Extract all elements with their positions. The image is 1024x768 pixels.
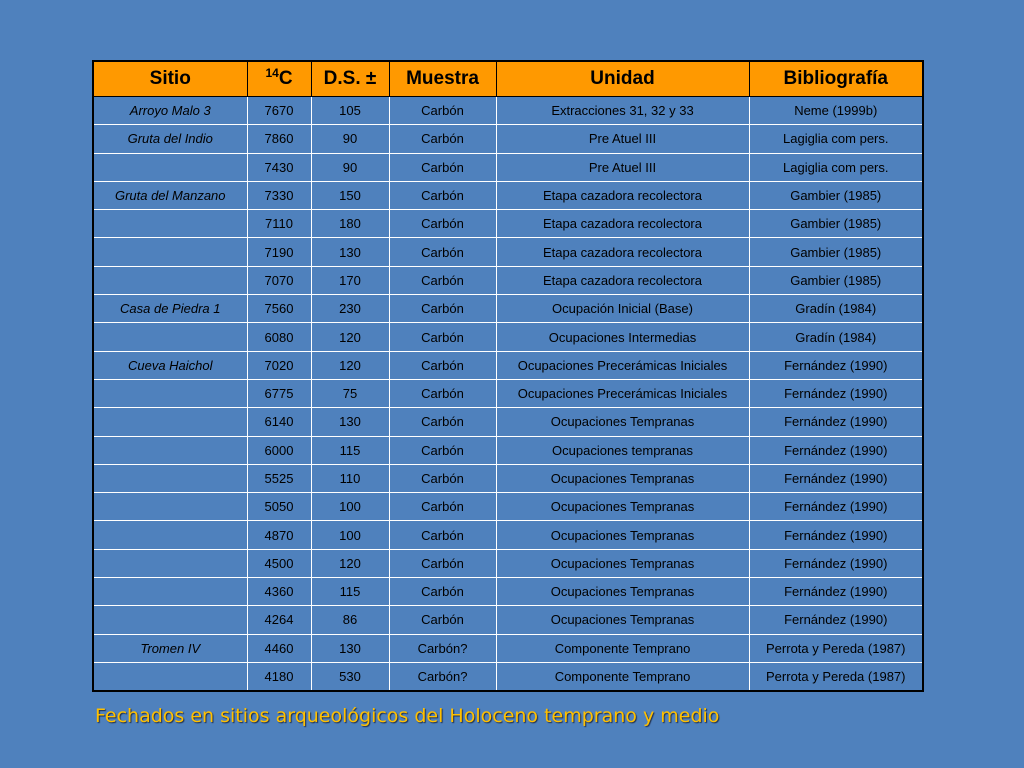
cell-bibliografia: Fernández (1990)	[749, 408, 923, 436]
cell-sitio	[93, 153, 247, 181]
cell-ds: 86	[311, 606, 389, 634]
slide-caption: Fechados en sitios arqueológicos del Holoceno temprano y medio	[95, 705, 720, 727]
cell-bibliografia: Perrota y Pereda (1987)	[749, 662, 923, 691]
cell-c14: 4870	[247, 521, 311, 549]
cell-muestra: Carbón	[389, 493, 496, 521]
cell-sitio	[93, 408, 247, 436]
cell-sitio: Casa de Piedra 1	[93, 295, 247, 323]
cell-muestra: Carbón	[389, 606, 496, 634]
cell-ds: 530	[311, 662, 389, 691]
cell-c14: 7020	[247, 351, 311, 379]
cell-muestra: Carbón	[389, 521, 496, 549]
cell-bibliografia: Gambier (1985)	[749, 266, 923, 294]
cell-sitio	[93, 493, 247, 521]
cell-unidad: Componente Temprano	[496, 634, 749, 662]
cell-c14: 7670	[247, 97, 311, 125]
cell-ds: 100	[311, 521, 389, 549]
cell-sitio	[93, 549, 247, 577]
cell-bibliografia: Fernández (1990)	[749, 464, 923, 492]
table-row	[93, 606, 923, 634]
cell-unidad: Pre Atuel III	[496, 153, 749, 181]
cell-sitio: Tromen IV	[93, 634, 247, 662]
cell-muestra: Carbón	[389, 238, 496, 266]
cell-muestra: Carbón	[389, 125, 496, 153]
cell-bibliografia: Fernández (1990)	[749, 493, 923, 521]
cell-c14: 5050	[247, 493, 311, 521]
cell-muestra: Carbón	[389, 549, 496, 577]
table-row	[93, 125, 923, 153]
cell-ds: 90	[311, 125, 389, 153]
cell-c14: 7560	[247, 295, 311, 323]
cell-muestra: Carbón?	[389, 634, 496, 662]
header-c14-superscript: 14	[265, 66, 279, 80]
cell-sitio	[93, 210, 247, 238]
cell-ds: 120	[311, 351, 389, 379]
cell-unidad: Ocupaciones Precerámicas Iniciales	[496, 351, 749, 379]
cell-ds: 105	[311, 97, 389, 125]
table-row	[93, 379, 923, 407]
table-row	[93, 464, 923, 492]
cell-ds: 120	[311, 323, 389, 351]
header-muestra: Muestra	[389, 61, 496, 97]
cell-bibliografia: Fernández (1990)	[749, 521, 923, 549]
cell-bibliografia: Fernández (1990)	[749, 606, 923, 634]
cell-sitio	[93, 606, 247, 634]
cell-bibliografia: Perrota y Pereda (1987)	[749, 634, 923, 662]
cell-muestra: Carbón	[389, 464, 496, 492]
cell-c14: 6080	[247, 323, 311, 351]
cell-c14: 5525	[247, 464, 311, 492]
cell-ds: 130	[311, 238, 389, 266]
cell-ds: 230	[311, 295, 389, 323]
cell-bibliografia: Fernández (1990)	[749, 351, 923, 379]
cell-bibliografia: Fernández (1990)	[749, 436, 923, 464]
cell-unidad: Etapa cazadora recolectora	[496, 210, 749, 238]
cell-unidad: Ocupaciones Tempranas	[496, 464, 749, 492]
table-row	[93, 578, 923, 606]
cell-c14: 7430	[247, 153, 311, 181]
cell-sitio: Arroyo Malo 3	[93, 97, 247, 125]
cell-sitio	[93, 662, 247, 691]
header-c14-label: C	[278, 68, 293, 89]
cell-muestra: Carbón	[389, 323, 496, 351]
cell-bibliografia: Gambier (1985)	[749, 238, 923, 266]
cell-muestra: Carbón	[389, 436, 496, 464]
cell-muestra: Carbón	[389, 408, 496, 436]
cell-sitio	[93, 379, 247, 407]
table-row	[93, 549, 923, 577]
table-row	[93, 266, 923, 294]
cell-c14: 6140	[247, 408, 311, 436]
cell-c14: 7330	[247, 181, 311, 209]
cell-ds: 180	[311, 210, 389, 238]
radiocarbon-dates-table	[92, 60, 924, 692]
table-row	[93, 436, 923, 464]
cell-muestra: Carbón	[389, 210, 496, 238]
cell-sitio: Gruta del Manzano	[93, 181, 247, 209]
table-row	[93, 323, 923, 351]
cell-bibliografia: Gambier (1985)	[749, 181, 923, 209]
table-row	[93, 493, 923, 521]
table-header-row	[93, 61, 923, 97]
cell-muestra: Carbón	[389, 181, 496, 209]
cell-muestra: Carbón	[389, 295, 496, 323]
header-ds: D.S. ±	[311, 61, 389, 97]
cell-sitio: Gruta del Indio	[93, 125, 247, 153]
cell-ds: 75	[311, 379, 389, 407]
cell-ds: 100	[311, 493, 389, 521]
cell-unidad: Ocupaciones Tempranas	[496, 493, 749, 521]
cell-ds: 90	[311, 153, 389, 181]
cell-bibliografia: Fernández (1990)	[749, 578, 923, 606]
table-row	[93, 210, 923, 238]
table-row	[93, 521, 923, 549]
cell-unidad: Ocupaciones Intermedias	[496, 323, 749, 351]
cell-unidad: Pre Atuel III	[496, 125, 749, 153]
cell-c14: 7070	[247, 266, 311, 294]
header-sitio: Sitio	[93, 61, 247, 97]
cell-c14: 6775	[247, 379, 311, 407]
cell-c14: 4180	[247, 662, 311, 691]
cell-c14: 4500	[247, 549, 311, 577]
cell-unidad: Ocupaciones Tempranas	[496, 578, 749, 606]
cell-unidad: Etapa cazadora recolectora	[496, 238, 749, 266]
cell-ds: 170	[311, 266, 389, 294]
cell-ds: 130	[311, 634, 389, 662]
cell-muestra: Carbón	[389, 153, 496, 181]
cell-c14: 4360	[247, 578, 311, 606]
cell-c14: 7190	[247, 238, 311, 266]
cell-sitio	[93, 578, 247, 606]
cell-bibliografia: Gradín (1984)	[749, 295, 923, 323]
cell-unidad: Componente Temprano	[496, 662, 749, 691]
table-row	[93, 97, 923, 125]
cell-bibliografia: Gambier (1985)	[749, 210, 923, 238]
cell-c14: 4264	[247, 606, 311, 634]
cell-unidad: Ocupaciones tempranas	[496, 436, 749, 464]
cell-sitio	[93, 464, 247, 492]
header-c14	[247, 61, 311, 97]
table-row	[93, 662, 923, 691]
table-row	[93, 295, 923, 323]
cell-sitio	[93, 238, 247, 266]
cell-unidad: Ocupaciones Tempranas	[496, 606, 749, 634]
header-bibliografia: Bibliografía	[749, 61, 923, 97]
table-row	[93, 153, 923, 181]
cell-sitio	[93, 266, 247, 294]
cell-ds: 115	[311, 436, 389, 464]
cell-unidad: Ocupación Inicial (Base)	[496, 295, 749, 323]
cell-unidad: Ocupaciones Tempranas	[496, 549, 749, 577]
cell-unidad: Extracciones 31, 32 y 33	[496, 97, 749, 125]
cell-unidad: Ocupaciones Tempranas	[496, 408, 749, 436]
cell-bibliografia: Fernández (1990)	[749, 549, 923, 577]
cell-sitio	[93, 436, 247, 464]
cell-ds: 150	[311, 181, 389, 209]
table-row	[93, 408, 923, 436]
cell-muestra: Carbón	[389, 379, 496, 407]
cell-ds: 110	[311, 464, 389, 492]
cell-unidad: Ocupaciones Precerámicas Iniciales	[496, 379, 749, 407]
cell-sitio	[93, 323, 247, 351]
table-row	[93, 351, 923, 379]
table-row	[93, 181, 923, 209]
cell-bibliografia: Lagiglia com pers.	[749, 125, 923, 153]
cell-unidad: Etapa cazadora recolectora	[496, 266, 749, 294]
cell-c14: 7860	[247, 125, 311, 153]
cell-bibliografia: Fernández (1990)	[749, 379, 923, 407]
table-row	[93, 634, 923, 662]
table-row	[93, 238, 923, 266]
cell-bibliografia: Lagiglia com pers.	[749, 153, 923, 181]
cell-ds: 130	[311, 408, 389, 436]
cell-muestra: Carbón	[389, 578, 496, 606]
cell-muestra: Carbón	[389, 351, 496, 379]
cell-c14: 7110	[247, 210, 311, 238]
cell-unidad: Etapa cazadora recolectora	[496, 181, 749, 209]
cell-ds: 120	[311, 549, 389, 577]
cell-muestra: Carbón?	[389, 662, 496, 691]
cell-unidad: Ocupaciones Tempranas	[496, 521, 749, 549]
cell-bibliografia: Gradín (1984)	[749, 323, 923, 351]
cell-c14: 4460	[247, 634, 311, 662]
header-unidad: Unidad	[496, 61, 749, 97]
table-body	[93, 97, 923, 692]
cell-sitio: Cueva Haichol	[93, 351, 247, 379]
cell-c14: 6000	[247, 436, 311, 464]
cell-sitio	[93, 521, 247, 549]
cell-ds: 115	[311, 578, 389, 606]
cell-muestra: Carbón	[389, 97, 496, 125]
cell-bibliografia: Neme (1999b)	[749, 97, 923, 125]
cell-muestra: Carbón	[389, 266, 496, 294]
